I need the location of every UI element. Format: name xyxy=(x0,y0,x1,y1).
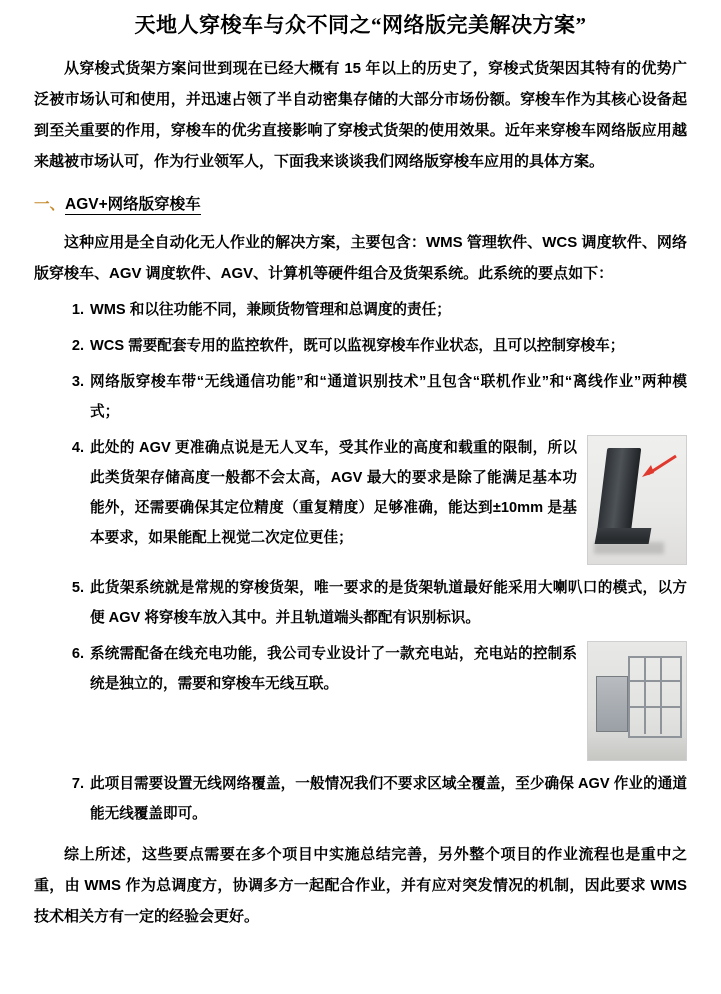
list-item xyxy=(34,331,687,361)
list-item xyxy=(34,295,687,325)
image-shadow xyxy=(594,542,664,554)
rack-frame-shape xyxy=(628,656,682,738)
list-item xyxy=(34,573,687,633)
agv-fork-image xyxy=(587,435,687,565)
section-heading xyxy=(34,191,687,219)
floor-shape xyxy=(588,738,686,760)
list-item-number: 3. xyxy=(71,374,84,391)
list-item xyxy=(34,639,687,763)
list-item-text: 系统需配备在线充电功能，我公司专业设计了一款充电站，充电站的控制系统是独立的，需要和穿梭车无线互联。 xyxy=(90,646,577,693)
list-item-number: 2. xyxy=(71,338,84,355)
rack-post-shape xyxy=(660,656,662,734)
list-item-number: 5. xyxy=(71,580,84,597)
requirements-list xyxy=(34,295,687,829)
list-item-number: 7. xyxy=(71,776,84,793)
rack-post-shape xyxy=(644,656,646,734)
list-item-text: WCS 需要配套专用的监控软件，既可以监视穿梭车作业状态，且可以控制穿梭车； xyxy=(90,338,625,355)
charger-unit-shape xyxy=(596,676,628,732)
section-lead-paragraph: 这种应用是全自动化无人作业的解决方案，主要包含：WMS 管理软件、WCS 调度软件、网络版穿梭车、AGV 调度软件、AGV、计算机等硬件组合及货架系统。此系统的要点如下： xyxy=(34,234,687,283)
list-item-number: 1. xyxy=(71,302,84,319)
list-item xyxy=(34,367,687,427)
list-item-text: 此处的 AGV 更准确点说是无人叉车，受其作业的高度和载重的限制，所以此类货架存储高度一般都不会太高，AGV 最大的要求是除了能满足基本功能外，还需要确保其定位精度（重复精度）足够准确，能达到±10mm 是基本要求，如果能配上视觉二次定位更佳； xyxy=(90,440,577,547)
fork-arm-shape xyxy=(597,448,642,534)
intro-paragraph: 从穿梭式货架方案问世到现在已经大概有 15 年以上的历史了，穿梭式货架因其特有的优势广泛被市场认可和使用，并迅速占领了半自动密集存储的大部分市场份额。穿梭车作为其核心设备起到至关重要的作用，穿梭车的优劣直接影响了穿梭式货架的使用效果。近年来穿梭车网络版应用越来越被市场认可，作为行业领军人，下面我来谈谈我们网络版穿梭车应用的具体方案。 xyxy=(34,60,687,171)
list-item-text: WMS 和以往功能不同，兼顾货物管理和总调度的责任； xyxy=(90,302,451,319)
section-heading-text: AGV+网络版穿梭车 xyxy=(65,196,201,214)
charging-station-image xyxy=(587,641,687,761)
red-arrow-icon xyxy=(638,454,678,478)
conclusion-paragraph: 综上所述，这些要点需要在多个项目中实施总结完善，另外整个项目的作业流程也是重中之重，由 WMS 作为总调度方，协调多方一起配合作业，并有应对突发情况的机制，因此要求 WMS 技术相关方有一定的经验会更好。 xyxy=(34,846,687,926)
list-item-text: 网络版穿梭车带“无线通信功能”和“通道识别技术”且包含“联机作业”和“离线作业”两种模式； xyxy=(90,374,687,421)
list-item-number: 6. xyxy=(71,646,84,663)
list-item xyxy=(34,769,687,829)
list-item-text: 此货架系统就是常规的穿梭货架，唯一要求的是货架轨道最好能采用大喇叭口的模式，以方便 AGV 将穿梭车放入其中。并且轨道端头都配有识别标识。 xyxy=(90,580,687,627)
list-item-number: 4. xyxy=(71,440,84,457)
list-item xyxy=(34,433,687,567)
section-number: 一、 xyxy=(34,196,66,214)
list-item-text: 此项目需要设置无线网络覆盖，一般情况我们不要求区域全覆盖，至少确保 AGV 作业的通道能无线覆盖即可。 xyxy=(90,776,687,823)
page-title: 天地人穿梭车与众不同之“网络版完美解决方案” xyxy=(134,13,587,37)
